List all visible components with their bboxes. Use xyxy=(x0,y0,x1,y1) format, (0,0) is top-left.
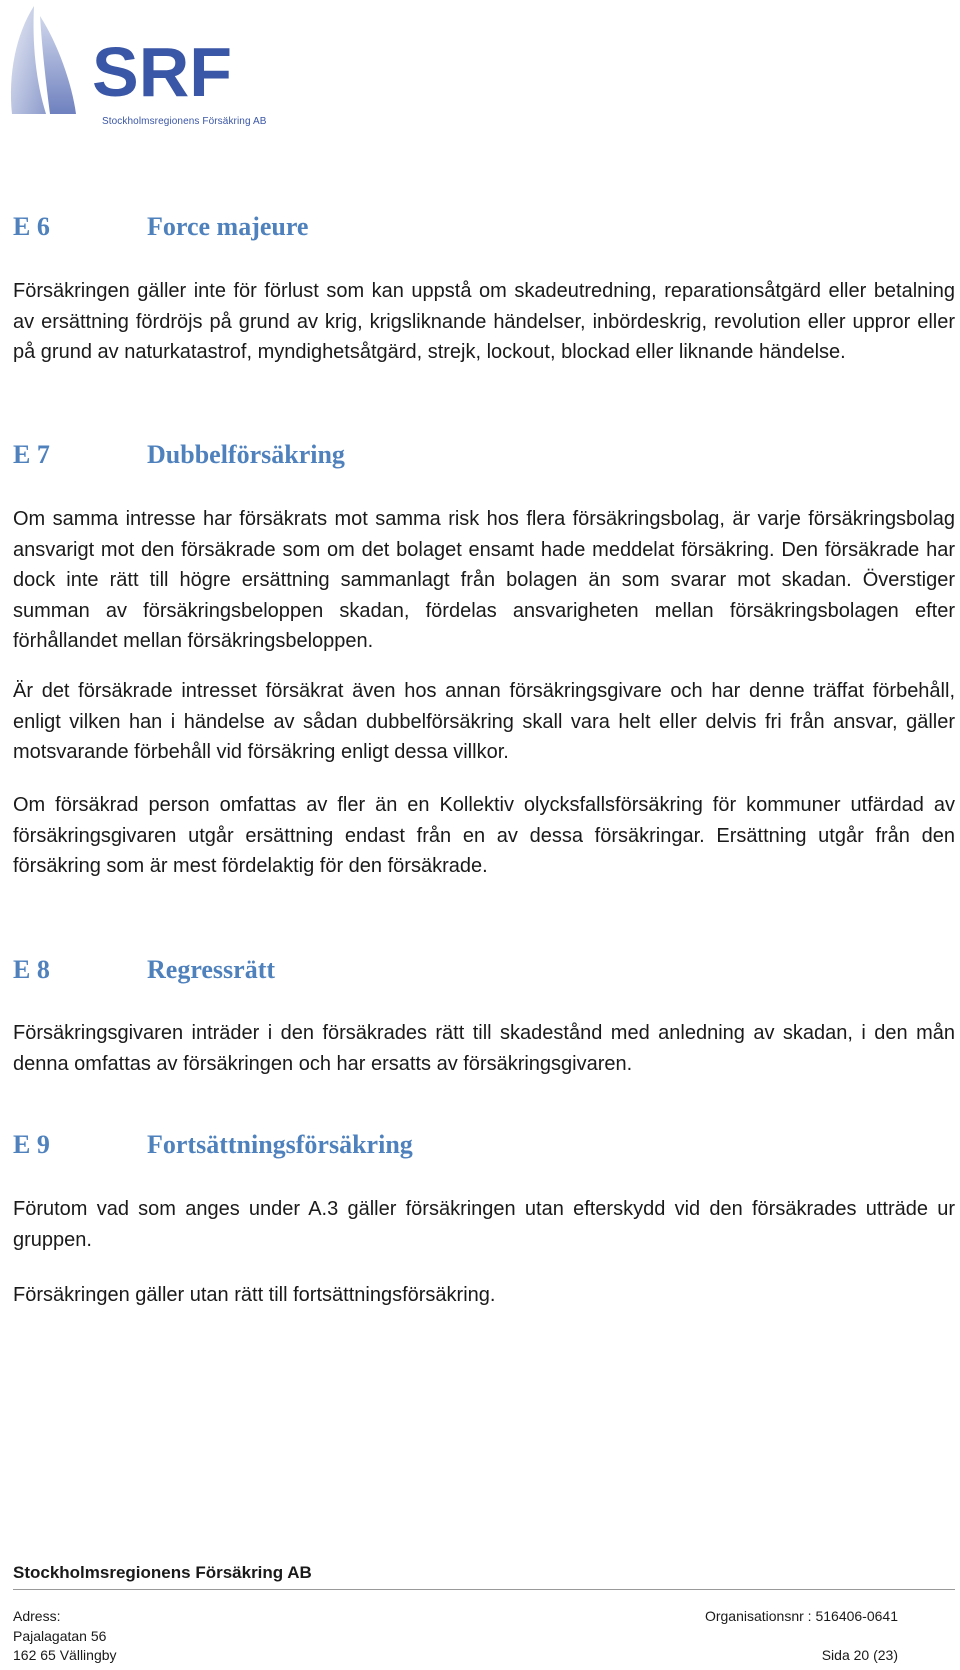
footer-company: Stockholmsregionens Försäkring AB xyxy=(13,1563,312,1582)
srf-logo xyxy=(6,4,267,127)
paragraph: Är det försäkrade intresset försäkrat även hos annan försäkringsgivare och har denne träffat förbehåll, enligt vilken han i händelse av sådan dubbelförsäkring skall vara helt eller delvis fri från ansvar, gäller motsvarande förbehåll vid försäkring enligt dessa villkor. xyxy=(13,680,955,763)
section-heading-e8 xyxy=(13,955,275,985)
footer-org-number: Organisationsnr : 516406-0641 xyxy=(704,1608,898,1624)
section-number: E 6 xyxy=(13,212,50,241)
section-title: Dubbelförsäkring xyxy=(147,440,345,469)
footer-page-number: Sida 20 (23) xyxy=(821,1647,898,1663)
section-heading-e9 xyxy=(13,1130,413,1160)
footer-divider xyxy=(13,1589,955,1590)
footer-address-label: Adress: xyxy=(13,1608,61,1624)
paragraph: Försäkringen gäller inte för förlust som kan uppstå om skadeutredning, reparationsåtgärd eller betalning av ersättning fördröjs på grund av krig, krigsliknande händelser, inbördeskrig, revolution eller uppror eller på grund av naturkatastrof, myndighetsåtgärd, strejk, lockout, blockad eller liknande händelse. xyxy=(13,280,955,363)
footer-street: Pajalagatan 56 xyxy=(13,1628,107,1644)
section-number: E 9 xyxy=(13,1130,50,1159)
section-title: Regressrätt xyxy=(147,955,276,984)
section-number: E 8 xyxy=(13,955,50,984)
section-heading-e6 xyxy=(13,212,308,242)
paragraph: Om försäkrad person omfattas av fler än en Kollektiv olycksfallsförsäkring för kommuner utfärdad av försäkringsgivaren utgår ersättning endast från en av dessa försäkringar. Ersättning utgår från den försäkring som är mest fördelaktig för den försäkrade. xyxy=(13,794,955,877)
svg-text:SRF: SRF xyxy=(92,33,232,111)
logo-subtitle: Stockholmsregionens Försäkring AB xyxy=(102,116,267,127)
sail-logo-icon xyxy=(6,4,256,114)
section-number: E 7 xyxy=(13,440,50,469)
paragraph: Försäkringsgivaren inträder i den försäkrades rätt till skadestånd med anledning av skadan, i den mån denna omfattas av försäkringen och har ersatts av försäkringsgivaren. xyxy=(13,1022,955,1075)
paragraph: Förutom vad som anges under A.3 gäller försäkringen utan efterskydd vid den försäkrades utträde ur gruppen. xyxy=(13,1198,955,1251)
section-heading-e7 xyxy=(13,440,345,470)
section-title: Fortsättningsförsäkring xyxy=(147,1130,413,1159)
footer-postal: 162 65 Vällingby xyxy=(13,1647,117,1663)
paragraph: Om samma intresse har försäkrats mot samma risk hos flera försäkringsbolag, är varje försäkringsbolag ansvarigt mot den försäkrade som om det bolaget ensamt hade meddelat försäkring. Den försäkrade har dock inte rätt till högre ersättning sammanlagt från bolagen än som svarar mot skadan. Överstiger summan av försäkringsbeloppen skadan, fördelas ansvarigheten mellan försäkringsbolagen efter förhållandet mellan försäkringsbeloppen. xyxy=(13,508,955,652)
section-title: Force majeure xyxy=(147,212,309,241)
paragraph: Försäkringen gäller utan rätt till fortsättningsförsäkring. xyxy=(13,1284,496,1306)
